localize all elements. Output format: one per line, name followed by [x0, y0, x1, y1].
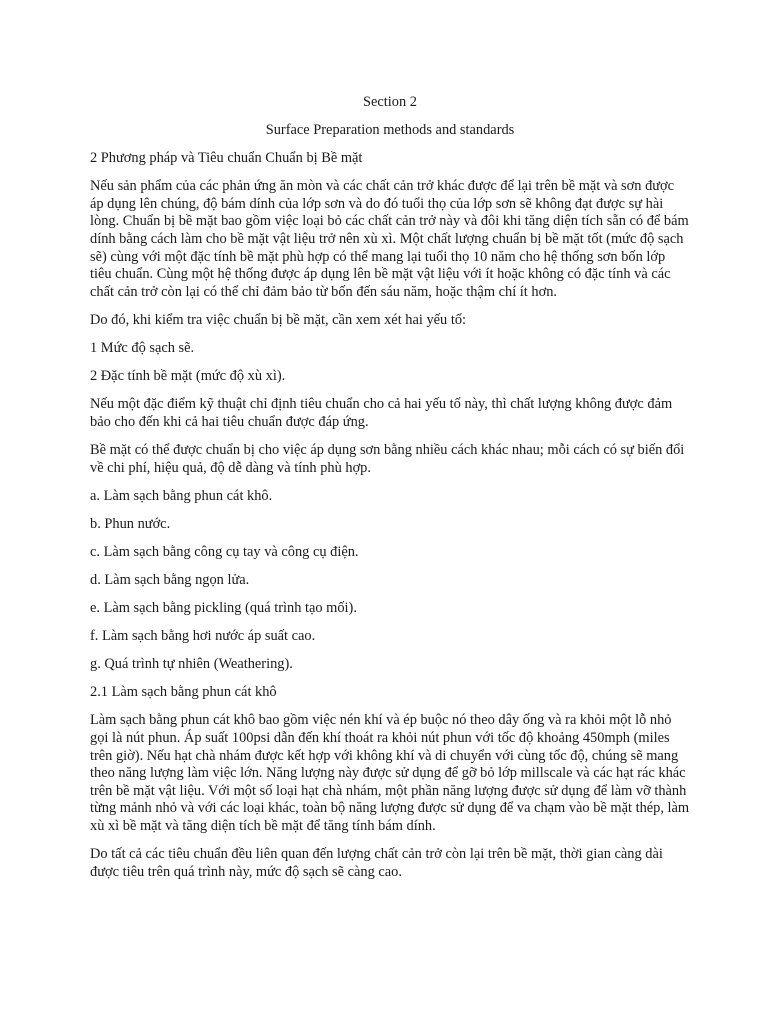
factor-item-2: 2 Đặc tính bề mặt (mức độ xù xì).	[90, 368, 286, 385]
closing-paragraph: Do tất cả các tiêu chuẩn đều liên quan đến lượng chất cản trở còn lại trên bề mặt, thời gian càng dài được tiêu trên quá trình này, mức độ sạch sẽ càng cao.	[90, 846, 663, 880]
method-item-e: e. Làm sạch bằng pickling (quá trình tạo mối).	[90, 599, 357, 616]
section-label: Section 2	[363, 94, 417, 110]
blast-cleaning-paragraph: Làm sạch bằng phun cát khô bao gồm việc nén khí và ép buộc nó theo dây ống và ra khỏi một lỗ nhỏ gọi là nút phun. Áp suất 100psi dẫn đến khí thoát ra khỏi nút phun với tốc độ khoảng 450mph (miles trên giờ). Nếu hạt chà nhám được kết hợp với không khí và di chuyển với cùng tốc độ, chúng sẽ mang theo năng lượng làm việc lớn. Năng lượng này được sử dụng để gỡ bỏ lớp millscale và các hạt rác khác trên bề mặt vật liệu. Với một số loại hạt chà nhám, một phần năng lượng được sử dụng để làm vỡ thành từng mảnh nhỏ và với các loại khác, toàn bộ năng lượng được sử dụng để va chạm vào bề mặt thép, làm xù xì bề mặt và tăng diện tích bề mặt để tăng tính bám dính.	[90, 712, 690, 834]
factors-intro-paragraph: Do đó, khi kiểm tra việc chuẩn bị bề mặt, cần xem xét hai yếu tố:	[90, 311, 467, 328]
method-item-a: a. Làm sạch bằng phun cát khô.	[90, 487, 273, 504]
document-title: Surface Preparation methods and standards	[265, 121, 515, 138]
method-item-b: b. Phun nước.	[90, 515, 171, 532]
factor-item-1: 1 Mức độ sạch sẽ.	[90, 340, 195, 357]
method-item-c: c. Làm sạch bằng công cụ tay và công cụ điện.	[90, 543, 359, 560]
methods-intro-paragraph: Bề mặt có thể được chuẩn bị cho việc áp dụng sơn bằng nhiều cách khác nhau; mỗi cách có sự biến đổi về chi phí, hiệu quả, độ dễ dàng và tính phù hợp.	[90, 441, 685, 476]
section-heading: 2 Phương pháp và Tiêu chuẩn Chuẩn bị Bề mặt	[90, 150, 363, 167]
method-item-g: g. Quá trình tự nhiên (Weathering).	[90, 656, 293, 673]
subsection-heading-2-1: 2.1 Làm sạch bằng phun cát khô	[90, 684, 277, 701]
method-item-d: d. Làm sạch bằng ngọn lửa.	[90, 571, 250, 588]
intro-paragraph: Nếu sản phẩm của các phản ứng ăn mòn và các chất cản trở khác được để lại trên bề mặt và sơn được áp dụng lên chúng, độ bám dính của lớp sơn và do đó tuổi thọ của lớp sơn sẽ không đạt được sự hài lòng. Chuẩn bị bề mặt bao gồm việc loại bỏ các chất cản trở này và đôi khi tăng diện tích sẵn có để bám dính bằng cách làm cho bề mặt vật liệu trở nên xù xì. Một chất lượng chuẩn bị bề mặt tốt (mức độ sạch sẽ) cùng với một đặc tính bề mặt phù hợp có thể mang lại tuổi thọ 10 năm cho hệ thống sơn bốn lớp tiêu chuẩn. Cùng một hệ thống được áp dụng lên bề mặt vật liệu với ít hoặc không có đặc tính và các chất cản trở còn lại có thể chỉ đảm bảo từ bốn đến sáu năm, hoặc thậm chí ít hơn.	[90, 178, 689, 300]
method-item-f: f. Làm sạch bằng hơi nước áp suất cao.	[90, 628, 316, 645]
specification-paragraph: Nếu một đặc điểm kỹ thuật chỉ định tiêu chuẩn cho cả hai yếu tố này, thì chất lượng không được đảm bảo cho đến khi cả hai tiêu chuẩn được đáp ứng.	[90, 396, 673, 430]
document-page	[90, 94, 690, 892]
